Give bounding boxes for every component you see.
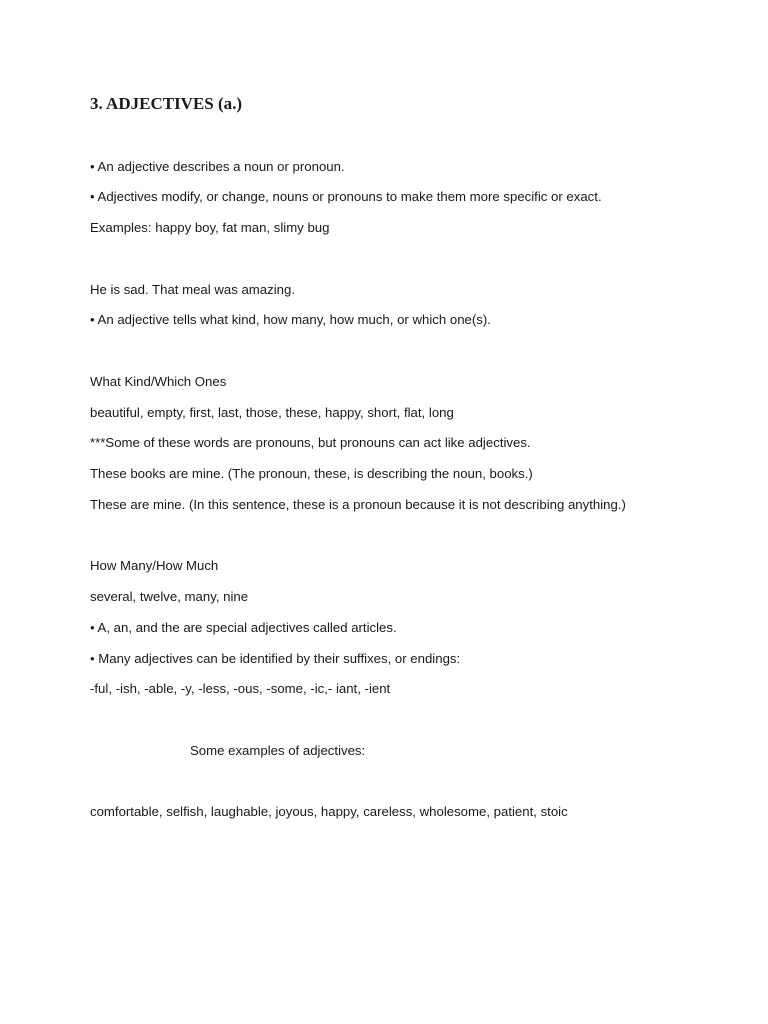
- bullet-suffixes: • Many adjectives can be identified by their suffixes, or endings:: [90, 651, 461, 666]
- suffix-list: -ful, -ish, -able, -y, -less, -ous, -some, -ic,- iant, -ient: [90, 681, 391, 696]
- adjective-examples-list: comfortable, selfish, laughable, joyous, happy, careless, wholesome, patient, stoic: [90, 804, 568, 819]
- what-kind-word-list: beautiful, empty, first, last, those, these, happy, short, flat, long: [90, 405, 454, 420]
- subheading-what-kind: What Kind/Which Ones: [90, 374, 227, 389]
- pronoun-note: ***Some of these words are pronouns, but pronouns can act like adjectives.: [90, 435, 531, 450]
- examples-subheading: Some examples of adjectives:: [190, 743, 366, 758]
- bullet-adjective-definition: • An adjective describes a noun or pronoun.: [90, 159, 345, 174]
- bullet-adjective-tells: • An adjective tells what kind, how many, how much, or which one(s).: [90, 312, 491, 327]
- examples-line: Examples: happy boy, fat man, slimy bug: [90, 220, 330, 235]
- pronoun-example-pronoun: These are mine. (In this sentence, these is a pronoun because it is not describing anything.): [90, 497, 626, 512]
- pronoun-example-adjective: These books are mine. (The pronoun, these, is describing the noun, books.): [90, 466, 533, 481]
- bullet-adjective-modify: • Adjectives modify, or change, nouns or pronouns to make them more specific or exact.: [90, 189, 602, 204]
- section-heading: 3. ADJECTIVES (a.): [90, 94, 243, 113]
- bullet-articles: • A, an, and the are special adjectives called articles.: [90, 620, 397, 635]
- how-many-word-list: several, twelve, many, nine: [90, 589, 249, 604]
- subheading-how-many: How Many/How Much: [90, 558, 219, 573]
- example-sentences: He is sad. That meal was amazing.: [90, 282, 295, 297]
